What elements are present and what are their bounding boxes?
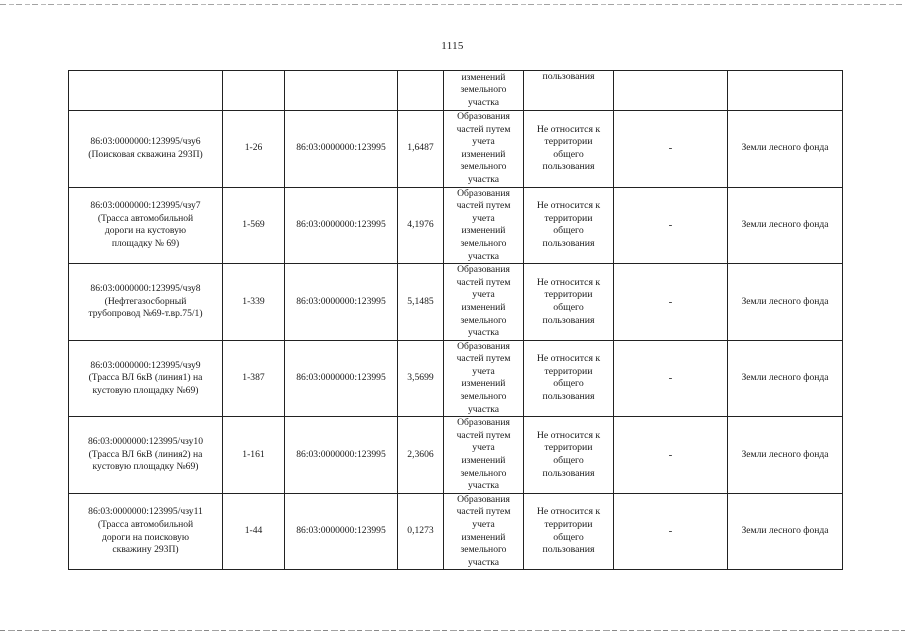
use-line: общего bbox=[553, 301, 584, 313]
purpose-line: учета bbox=[472, 365, 495, 377]
use-line: территории bbox=[544, 442, 593, 454]
designation-line: (Нефтегазосборный bbox=[104, 295, 187, 307]
purpose-cell bbox=[444, 340, 524, 417]
designation-line: кустовую площадку №69) bbox=[92, 384, 199, 396]
designation-line: площадку № 69) bbox=[111, 237, 180, 249]
purpose-line: изменений bbox=[461, 71, 506, 83]
category-cell: Земли лесного фонда bbox=[728, 111, 843, 188]
purpose-line: изменений bbox=[461, 148, 506, 160]
purpose-line: земельного bbox=[460, 391, 507, 403]
purpose-cell bbox=[444, 111, 524, 188]
use-line: пользования bbox=[542, 237, 595, 249]
purpose-line: частей путем bbox=[456, 506, 511, 518]
purpose-line: учета bbox=[472, 136, 495, 148]
use-cell bbox=[524, 71, 614, 111]
purpose-cell bbox=[444, 493, 524, 570]
purpose-line: земельного bbox=[460, 467, 507, 479]
use-line: общего bbox=[553, 148, 584, 160]
category-cell: Земли лесного фонда bbox=[728, 417, 843, 494]
use-line: территории bbox=[544, 136, 593, 148]
designation-cell bbox=[69, 417, 223, 494]
designation-line: 86:03:0000000:123995/чзу11 bbox=[88, 506, 203, 518]
purpose-line: учета bbox=[472, 289, 495, 301]
designation-line: 86:03:0000000:123995/чзу7 bbox=[90, 200, 201, 212]
designation-line: 86:03:0000000:123995/чзу10 bbox=[87, 436, 203, 448]
table-row bbox=[69, 111, 843, 188]
purpose-line: Образования bbox=[457, 417, 510, 429]
number-cell: 1-26 bbox=[223, 111, 285, 188]
dash-cell: - bbox=[614, 264, 728, 341]
category-cell: Земли лесного фонда bbox=[728, 340, 843, 417]
purpose-line: участка bbox=[467, 327, 500, 339]
purpose-line: Образования bbox=[457, 340, 510, 352]
use-line: общего bbox=[553, 378, 584, 390]
category-cell: Земли лесного фонда bbox=[728, 264, 843, 341]
area-cell: 1,6487 bbox=[398, 111, 444, 188]
purpose-line: земельного bbox=[460, 544, 507, 556]
designation-cell bbox=[69, 340, 223, 417]
use-line: территории bbox=[544, 365, 593, 377]
purpose-line: частей путем bbox=[456, 353, 511, 365]
use-line: Не относится к bbox=[536, 429, 601, 441]
number-cell: 1-387 bbox=[223, 340, 285, 417]
dash-cell: - bbox=[614, 340, 728, 417]
cadastral-cell: 86:03:0000000:123995 bbox=[285, 111, 398, 188]
purpose-line: участка bbox=[467, 480, 500, 492]
designation-line: (Трасса автомобильной bbox=[97, 519, 194, 530]
use-line: пользования bbox=[542, 544, 595, 556]
purpose-line: Образования bbox=[457, 493, 510, 505]
number-cell: 1-161 bbox=[223, 417, 285, 494]
purpose-line: земельного bbox=[460, 314, 507, 326]
cadastral-cell: 86:03:0000000:123995 bbox=[285, 493, 398, 570]
designation-line: дороги на кустовую bbox=[104, 225, 187, 237]
use-line: Не относится к bbox=[536, 353, 601, 365]
dash-cell: - bbox=[614, 417, 728, 494]
designation-line: 86:03:0000000:123995/чзу8 bbox=[90, 283, 201, 295]
table-row bbox=[69, 493, 843, 570]
designation-line: трубопровод №69-т.вр.75/1) bbox=[88, 308, 203, 320]
table-row bbox=[69, 417, 843, 494]
area-cell: 4,1976 bbox=[398, 187, 444, 264]
area-cell: 2,3606 bbox=[398, 417, 444, 494]
purpose-line: изменений bbox=[461, 531, 506, 543]
designation-cell bbox=[69, 187, 223, 264]
cadastral-cell: 86:03:0000000:123995 bbox=[285, 417, 398, 494]
purpose-line: изменений bbox=[461, 455, 506, 467]
purpose-line: изменений bbox=[461, 225, 506, 237]
table-row bbox=[69, 264, 843, 341]
area-cell: 3,5699 bbox=[398, 340, 444, 417]
purpose-line: участка bbox=[467, 250, 500, 262]
use-line: пользования bbox=[542, 467, 595, 479]
table-row bbox=[69, 187, 843, 264]
purpose-line: земельного bbox=[460, 161, 507, 173]
cadastral-cell: 86:03:0000000:123995 bbox=[285, 187, 398, 264]
purpose-line: Образования bbox=[457, 187, 510, 199]
use-cell bbox=[524, 187, 614, 264]
use-line: территории bbox=[544, 212, 593, 224]
use-cell bbox=[524, 417, 614, 494]
use-line: общего bbox=[553, 225, 584, 237]
purpose-line: земельного bbox=[460, 84, 507, 96]
purpose-line: земельного bbox=[460, 237, 507, 249]
purpose-cell bbox=[444, 417, 524, 494]
purpose-cell bbox=[444, 187, 524, 264]
purpose-line: учета bbox=[472, 519, 495, 530]
dash-cell: - bbox=[614, 111, 728, 188]
scan-edge-bottom bbox=[0, 630, 905, 631]
cadastral-cell: 86:03:0000000:123995 bbox=[285, 340, 398, 417]
purpose-line: изменений bbox=[461, 301, 506, 313]
use-cell bbox=[524, 493, 614, 570]
designation-line: скважину 293П) bbox=[112, 544, 179, 556]
number-cell: 1-339 bbox=[223, 264, 285, 341]
use-line: пользования bbox=[542, 71, 595, 82]
number-cell bbox=[223, 71, 285, 111]
cadastral-cell: 86:03:0000000:123995 bbox=[285, 264, 398, 341]
use-line: пользования bbox=[542, 314, 595, 326]
use-line: пользования bbox=[542, 161, 595, 173]
purpose-line: учета bbox=[472, 212, 495, 224]
continuation-row bbox=[69, 71, 843, 111]
designation-line: кустовую площадку №69) bbox=[92, 461, 199, 473]
purpose-line: Образования bbox=[457, 111, 510, 122]
purpose-line: участка bbox=[467, 96, 500, 108]
designation-line: (Трасса автомобильной bbox=[97, 212, 194, 224]
use-line: Не относится к bbox=[536, 276, 601, 288]
designation-line: 86:03:0000000:123995/чзу9 bbox=[90, 359, 201, 371]
table-row bbox=[69, 340, 843, 417]
designation-cell bbox=[69, 111, 223, 188]
purpose-line: частей путем bbox=[456, 123, 511, 135]
use-cell bbox=[524, 264, 614, 341]
area-cell: 5,1485 bbox=[398, 264, 444, 341]
purpose-cell bbox=[444, 71, 524, 111]
use-line: Не относится к bbox=[536, 123, 601, 135]
use-line: территории bbox=[544, 289, 593, 301]
purpose-line: частей путем bbox=[456, 200, 511, 212]
designation-cell bbox=[69, 264, 223, 341]
use-cell bbox=[524, 340, 614, 417]
designation-line: 86:03:0000000:123995/чзу6 bbox=[90, 136, 201, 148]
purpose-line: участка bbox=[467, 173, 500, 185]
number-cell: 1-569 bbox=[223, 187, 285, 264]
number-cell: 1-44 bbox=[223, 493, 285, 570]
designation-line: дороги на поисковую bbox=[102, 531, 189, 543]
purpose-line: Образования bbox=[457, 264, 510, 276]
area-cell bbox=[398, 71, 444, 111]
scan-edge-top bbox=[0, 4, 905, 5]
dash-cell: - bbox=[614, 187, 728, 264]
use-line: общего bbox=[553, 455, 584, 467]
purpose-line: частей путем bbox=[456, 276, 511, 288]
use-line: пользования bbox=[542, 391, 595, 403]
use-line: территории bbox=[544, 519, 593, 530]
purpose-cell bbox=[444, 264, 524, 341]
cadastral-cell bbox=[285, 71, 398, 111]
use-cell bbox=[524, 111, 614, 188]
area-cell: 0,1273 bbox=[398, 493, 444, 570]
purpose-line: участка bbox=[467, 556, 500, 568]
purpose-line: учета bbox=[472, 442, 495, 454]
designation-line: (Трасса ВЛ 6кВ (линия1) на bbox=[88, 372, 203, 384]
purpose-line: участка bbox=[467, 403, 500, 415]
page-number: 1115 bbox=[441, 40, 464, 52]
dash-cell bbox=[614, 71, 728, 111]
designation-line: (Трасса ВЛ 6кВ (линия2) на bbox=[88, 448, 203, 460]
designation-cell bbox=[69, 493, 223, 570]
use-line: Не относится к bbox=[536, 200, 601, 212]
dash-cell: - bbox=[614, 493, 728, 570]
purpose-line: изменений bbox=[461, 378, 506, 390]
category-cell: Земли лесного фонда bbox=[728, 493, 843, 570]
purpose-line: частей путем bbox=[456, 429, 511, 441]
category-cell bbox=[728, 71, 843, 111]
land-parcels-table bbox=[68, 70, 843, 570]
designation-line: (Поисковая скважина 293П) bbox=[88, 148, 203, 160]
use-line: Не относится к bbox=[536, 506, 601, 518]
designation-cell bbox=[69, 71, 223, 111]
category-cell: Земли лесного фонда bbox=[728, 187, 843, 264]
use-line: общего bbox=[553, 531, 584, 543]
